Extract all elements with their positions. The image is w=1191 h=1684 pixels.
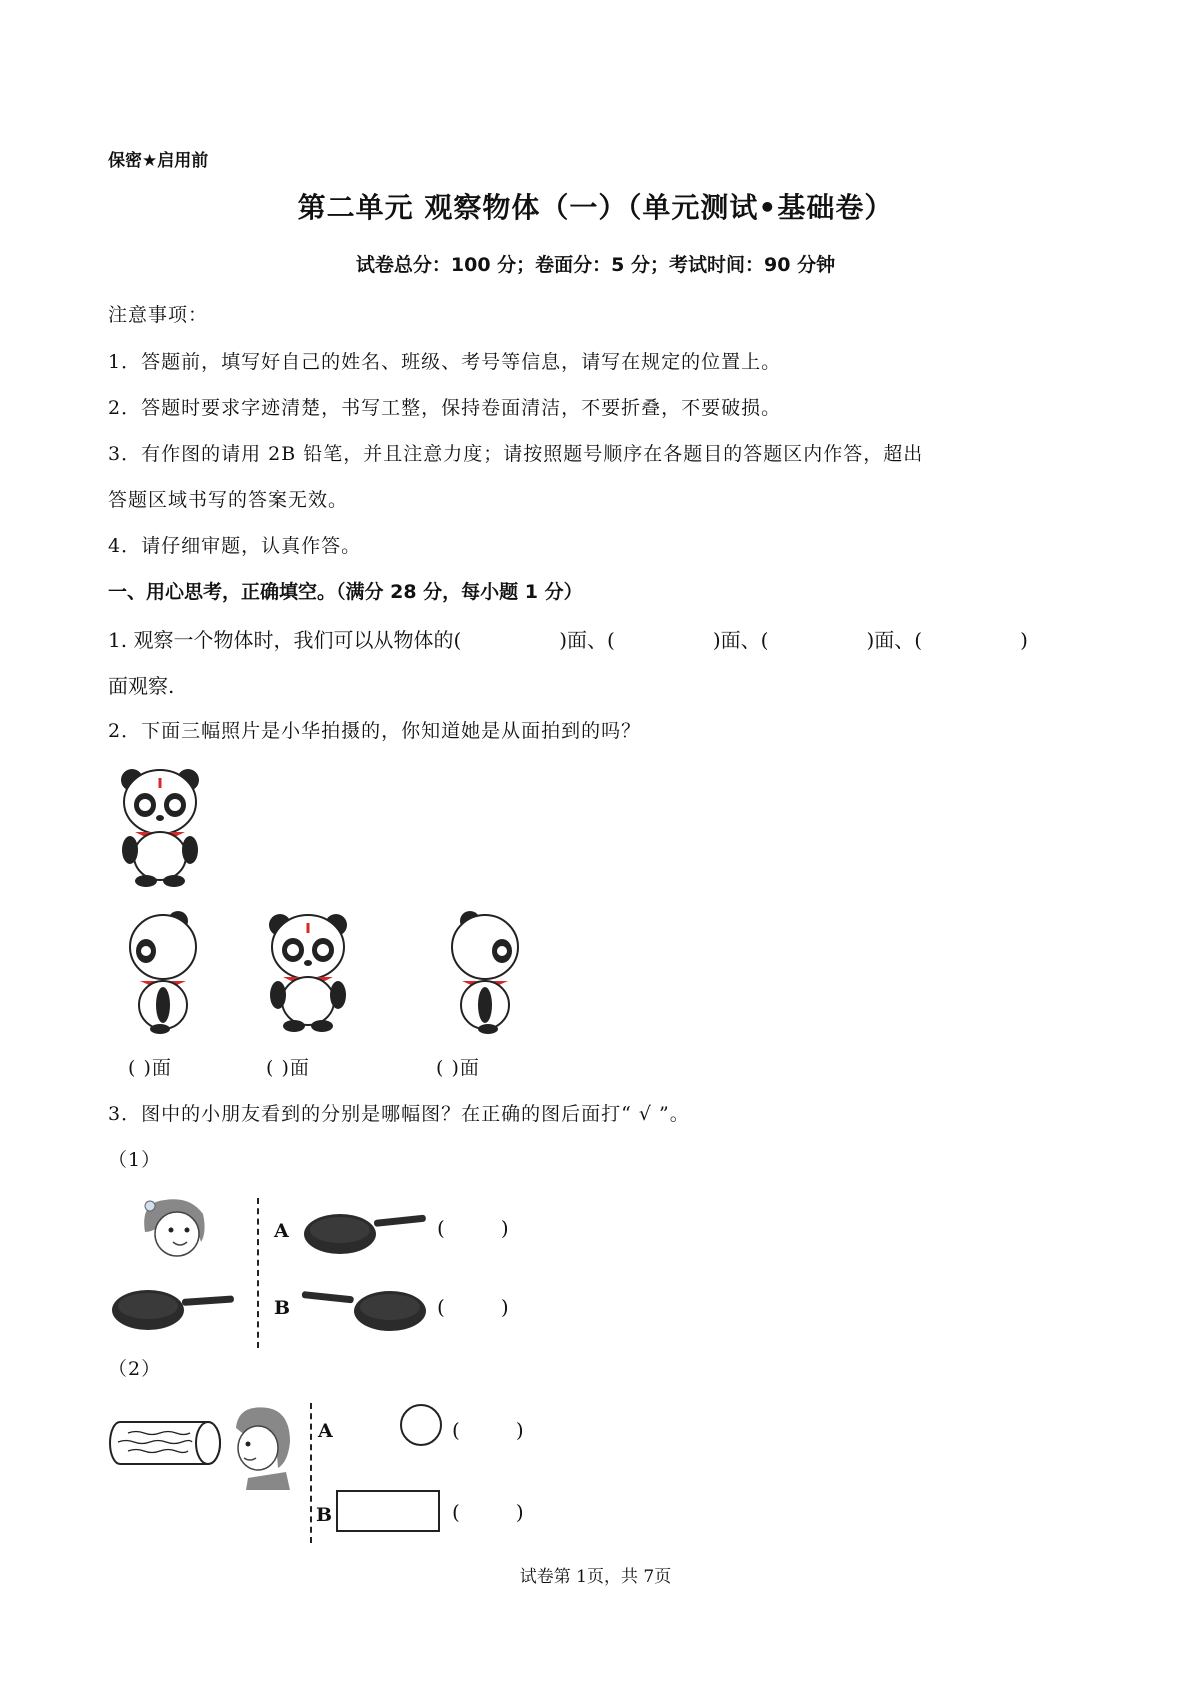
note-item-3-cont: 答题区域书写的答案无效。 [108, 489, 349, 511]
q1-prefix: 1. 观察一个物体时，我们可以从物体的( [108, 628, 462, 652]
note-item-3: 3．有作图的请用 2B 铅笔，并且注意力度；请按照题号顺序在各题目的答题区内作答，超出 [108, 443, 924, 465]
panda-left-side-image [118, 905, 208, 1035]
log-cylinder-image [108, 1418, 223, 1468]
page-title: 第二单元 观察物体（一）（单元测试•基础卷） [297, 191, 894, 224]
question-2: 2．下面三幅照片是小华拍摄的，你知道她是从面拍到的吗？ [108, 720, 642, 742]
frying-pan-reference-image [110, 1285, 240, 1335]
q1-line2: 面观察. [108, 674, 175, 698]
circle-shape-option-a [400, 1404, 442, 1446]
q1-face: )面、( [712, 628, 769, 652]
q2-answer-3[interactable]: ( )面 [436, 1057, 480, 1079]
boy-face-image [228, 1402, 296, 1490]
panda-front-image [258, 905, 358, 1035]
q3-1-a-answer[interactable]: ( ) [437, 1216, 509, 1240]
page-footer: 试卷第 1页，共 7页 [519, 1567, 672, 1587]
q3-1-b-answer[interactable]: ( ) [437, 1295, 509, 1319]
girl-face-image [135, 1192, 215, 1260]
question-1 [108, 624, 1028, 653]
divider-line [257, 1198, 259, 1348]
note-item-2: 2．答题时要求字迹清楚，书写工整，保持卷面清洁，不要折叠，不要破损。 [108, 397, 782, 419]
frying-pan-option-a-image [302, 1210, 430, 1258]
q3-part1-label: （1） [108, 1149, 162, 1171]
q3-2-option-b-label: B [316, 1504, 333, 1526]
question-3: 3．图中的小朋友看到的分别是哪幅图？在正确的图后面打“ √ ”。 [108, 1103, 690, 1125]
confidential-label: 保密★启用前 [108, 151, 209, 171]
q2-answer-1[interactable]: ( )面 [128, 1057, 172, 1079]
q3-2-b-answer[interactable]: ( ) [452, 1500, 524, 1524]
panda-right-side-image [440, 905, 530, 1035]
panda-front-reference-image [110, 760, 210, 890]
note-item-4: 4．请仔细审题，认真作答。 [108, 535, 362, 557]
q3-part2-label: （2） [108, 1358, 162, 1380]
rectangle-shape-option-b [336, 1490, 440, 1532]
frying-pan-option-b-image [300, 1285, 430, 1335]
divider-line [310, 1403, 312, 1543]
q1-face: )面、( [866, 628, 923, 652]
q3-2-a-answer[interactable]: ( ) [452, 1418, 524, 1442]
exam-info: 试卷总分：100 分；卷面分：5 分；考试时间：90 分钟 [355, 254, 836, 276]
notes-heading: 注意事项： [108, 304, 209, 326]
q3-1-option-b-label: B [274, 1297, 291, 1319]
section-heading: 一、用心思考，正确填空。（满分 28 分，每小题 1 分） [108, 581, 583, 603]
q2-answer-2[interactable]: ( )面 [266, 1057, 310, 1079]
note-item-1: 1．答题前，填写好自己的姓名、班级、考号等信息，请写在规定的位置上。 [108, 351, 782, 373]
q1-face: )面、( [559, 628, 615, 652]
q1-end-paren: ) [1020, 628, 1028, 652]
q3-2-option-a-label: A [318, 1420, 333, 1442]
q3-1-option-a-label: A [274, 1220, 289, 1242]
